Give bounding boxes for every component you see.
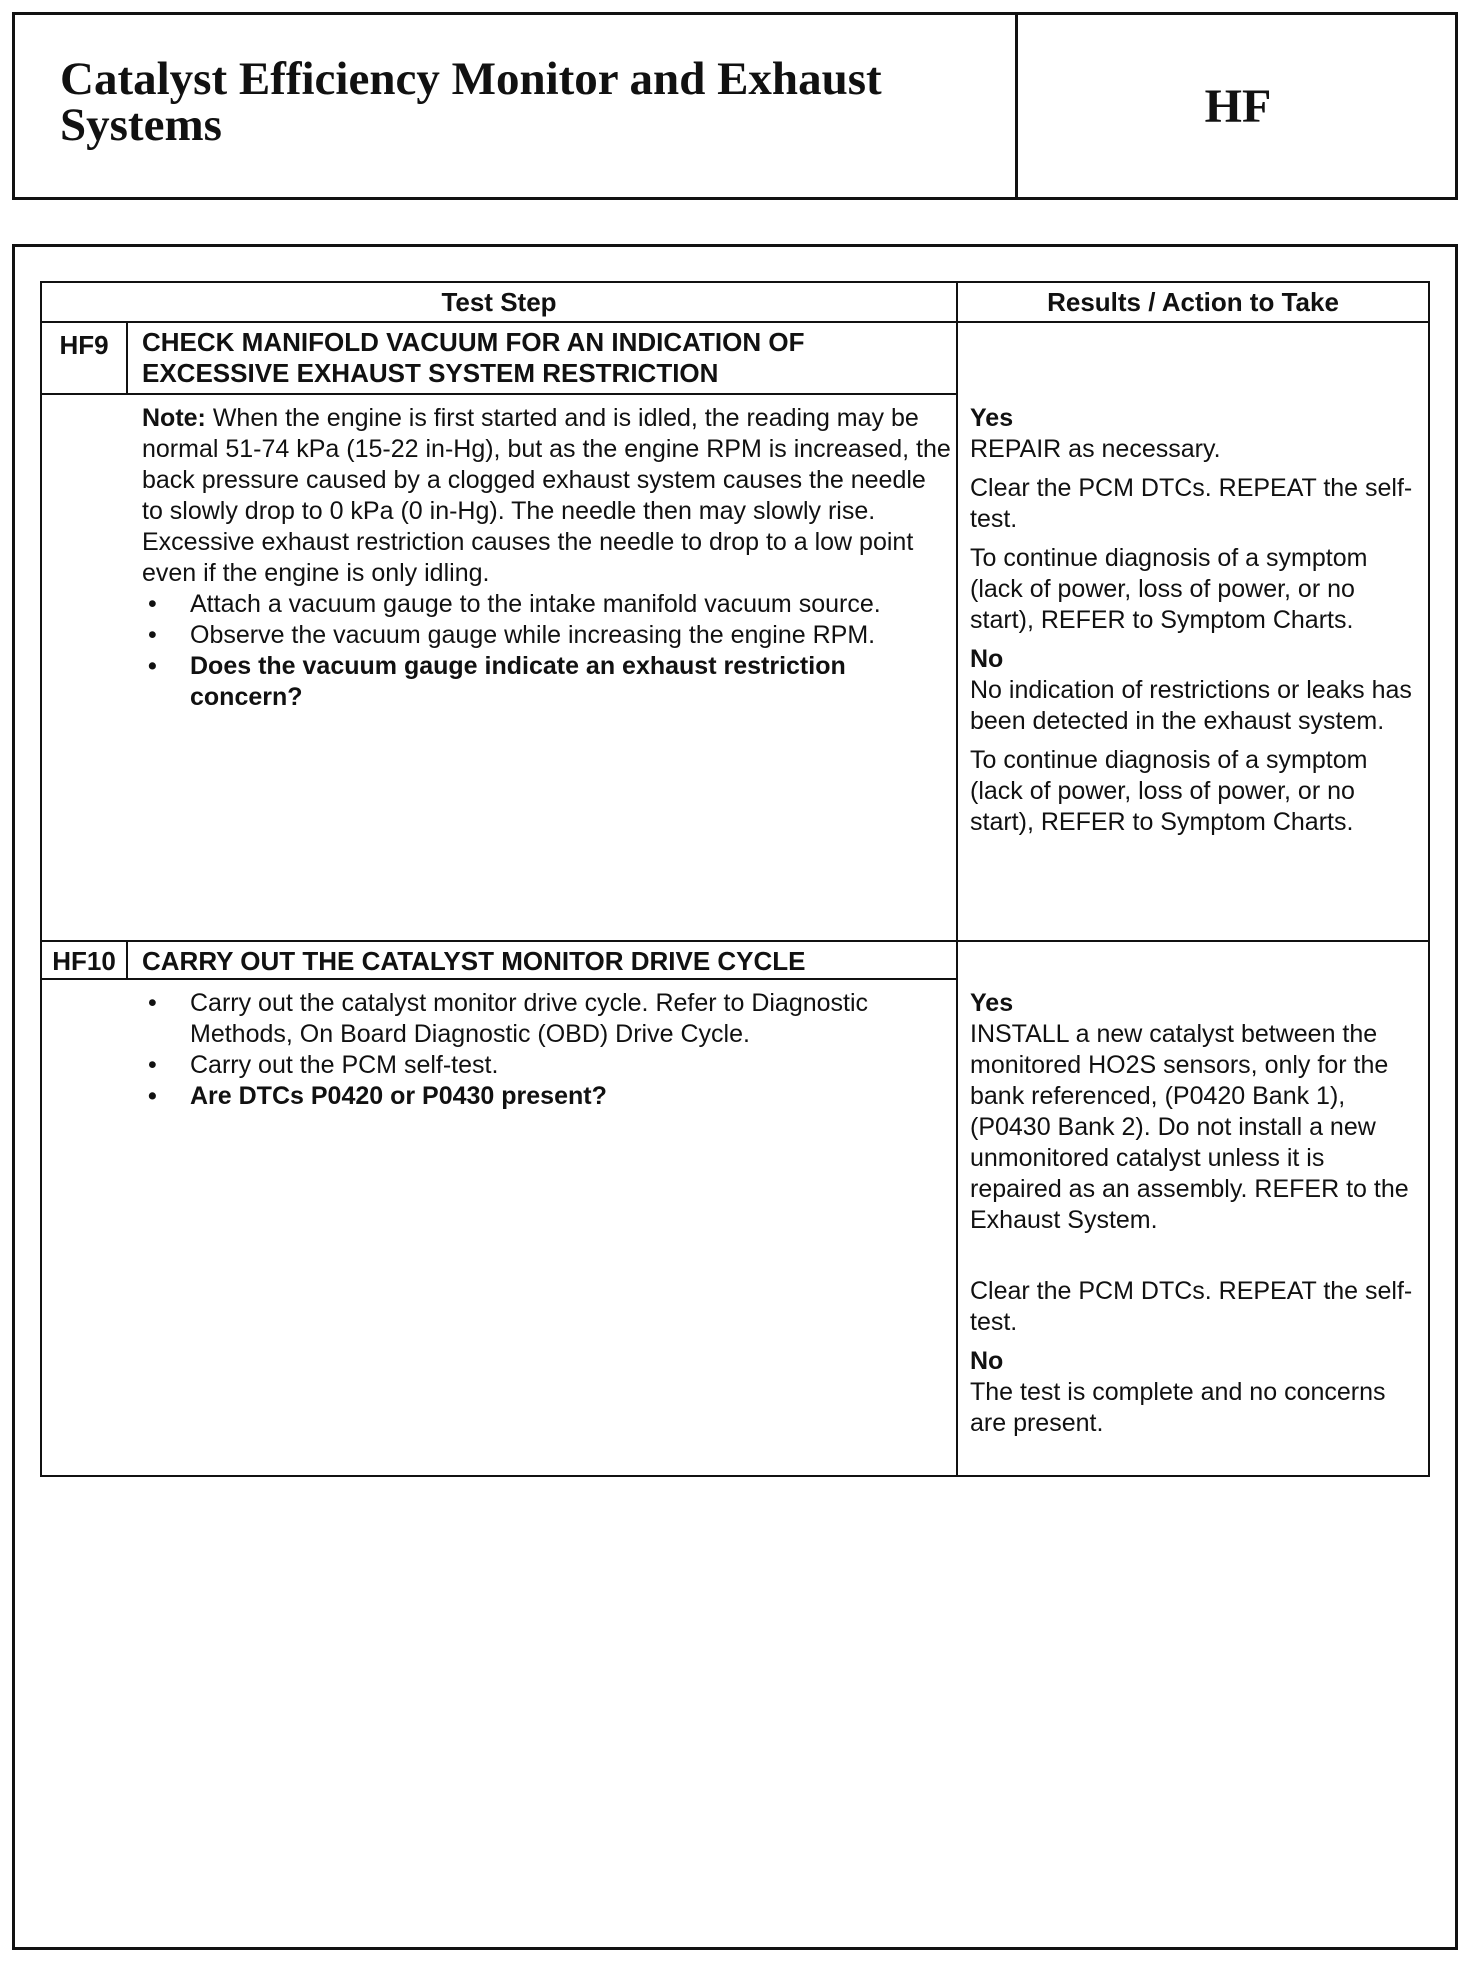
step-title-hf10: CARRY OUT THE CATALYST MONITOR DRIVE CYCLE — [142, 946, 806, 976]
step-bullets — [142, 988, 952, 1112]
page-title: Catalyst Efficiency Monitor and Exhaust Systems — [60, 53, 882, 151]
step-title-hf9: CHECK MANIFOLD VACUUM FOR AN INDICATION OF EXCESSIVE EXHAUST SYSTEM RESTRICTION — [142, 327, 805, 388]
yes-label: Yes — [970, 404, 1014, 432]
step-question: • Are DTCs P0420 or P0430 present? — [142, 1081, 952, 1112]
row-divider — [40, 940, 1430, 942]
result-item: The test is complete and no concerns are present. — [970, 1378, 1386, 1437]
table-border-right — [1428, 281, 1430, 1477]
result-item: No indication of restrictions or leaks has been detected in the exhaust system. — [970, 676, 1412, 735]
column-header-test-step: Test Step — [441, 287, 557, 317]
list-item: • Carry out the PCM self-test. — [142, 1050, 952, 1081]
hf10-id-divider — [126, 940, 128, 980]
note-label: Note: — [142, 404, 206, 432]
step-id-hf10: HF10 — [52, 946, 116, 976]
column-divider — [956, 281, 958, 1477]
hf9-id-divider — [126, 321, 128, 395]
note-paragraph — [142, 403, 952, 589]
results-hf10 — [970, 988, 1422, 1447]
list-item: • Attach a vacuum gauge to the intake manifold vacuum source. — [142, 589, 952, 620]
no-label: No — [970, 645, 1004, 673]
section-code: HF — [1204, 79, 1272, 133]
result-item: REPAIR as necessary. — [970, 435, 1221, 463]
hf9-title-divider — [40, 393, 958, 395]
step-body-hf10 — [142, 988, 952, 1112]
yes-label: Yes — [970, 989, 1014, 1017]
table-border-left — [40, 281, 42, 1477]
step-question: • Does the vacuum gauge indicate an exhaust restriction concern? — [142, 651, 952, 713]
note-text: When the engine is first started and is idled, the reading may be normal 51-74 kPa (15-22 in-Hg), but as the engine RPM is increased, the back pressure caused by a clogged exhaust system causes the needle to slowly drop to 0 kPa (0 in-Hg). The needle then may slowly rise. Excessive exhaust restriction causes the needle to drop to a low point even if the engine is only idling. — [142, 404, 951, 587]
no-label: No — [970, 1347, 1004, 1375]
list-item: • Carry out the catalyst monitor drive cycle. Refer to Diagnostic Methods, On Board Diagnostic (OBD) Drive Cycle. — [142, 988, 952, 1050]
result-item: To continue diagnosis of a symptom (lack of power, loss of power, or no start), REFER to Symptom Charts. — [970, 746, 1368, 836]
list-item: • Observe the vacuum gauge while increasing the engine RPM. — [142, 620, 952, 651]
hf10-title-divider — [40, 978, 958, 980]
step-bullets — [142, 589, 952, 713]
step-body-hf9 — [142, 403, 952, 713]
result-item: To continue diagnosis of a symptom (lack of power, loss of power, or no start), REFER to Symptom Charts. — [970, 544, 1368, 634]
result-item: Clear the PCM DTCs. REPEAT the self-test. — [970, 474, 1413, 533]
step-id-hf9: HF9 — [59, 330, 109, 360]
column-header-results: Results / Action to Take — [1047, 287, 1339, 317]
result-item: Clear the PCM DTCs. REPEAT the self-test. — [970, 1277, 1413, 1336]
results-hf9 — [970, 403, 1422, 846]
table-border-bottom — [40, 1475, 1430, 1477]
result-item: INSTALL a new catalyst between the monitored HO2S sensors, only for the bank referenced, (P0420 Bank 1), (P0430 Bank 2). Do not install a new unmonitored catalyst unless it is repaired as an assembly. REFER to the Exhaust System. — [970, 1020, 1409, 1234]
